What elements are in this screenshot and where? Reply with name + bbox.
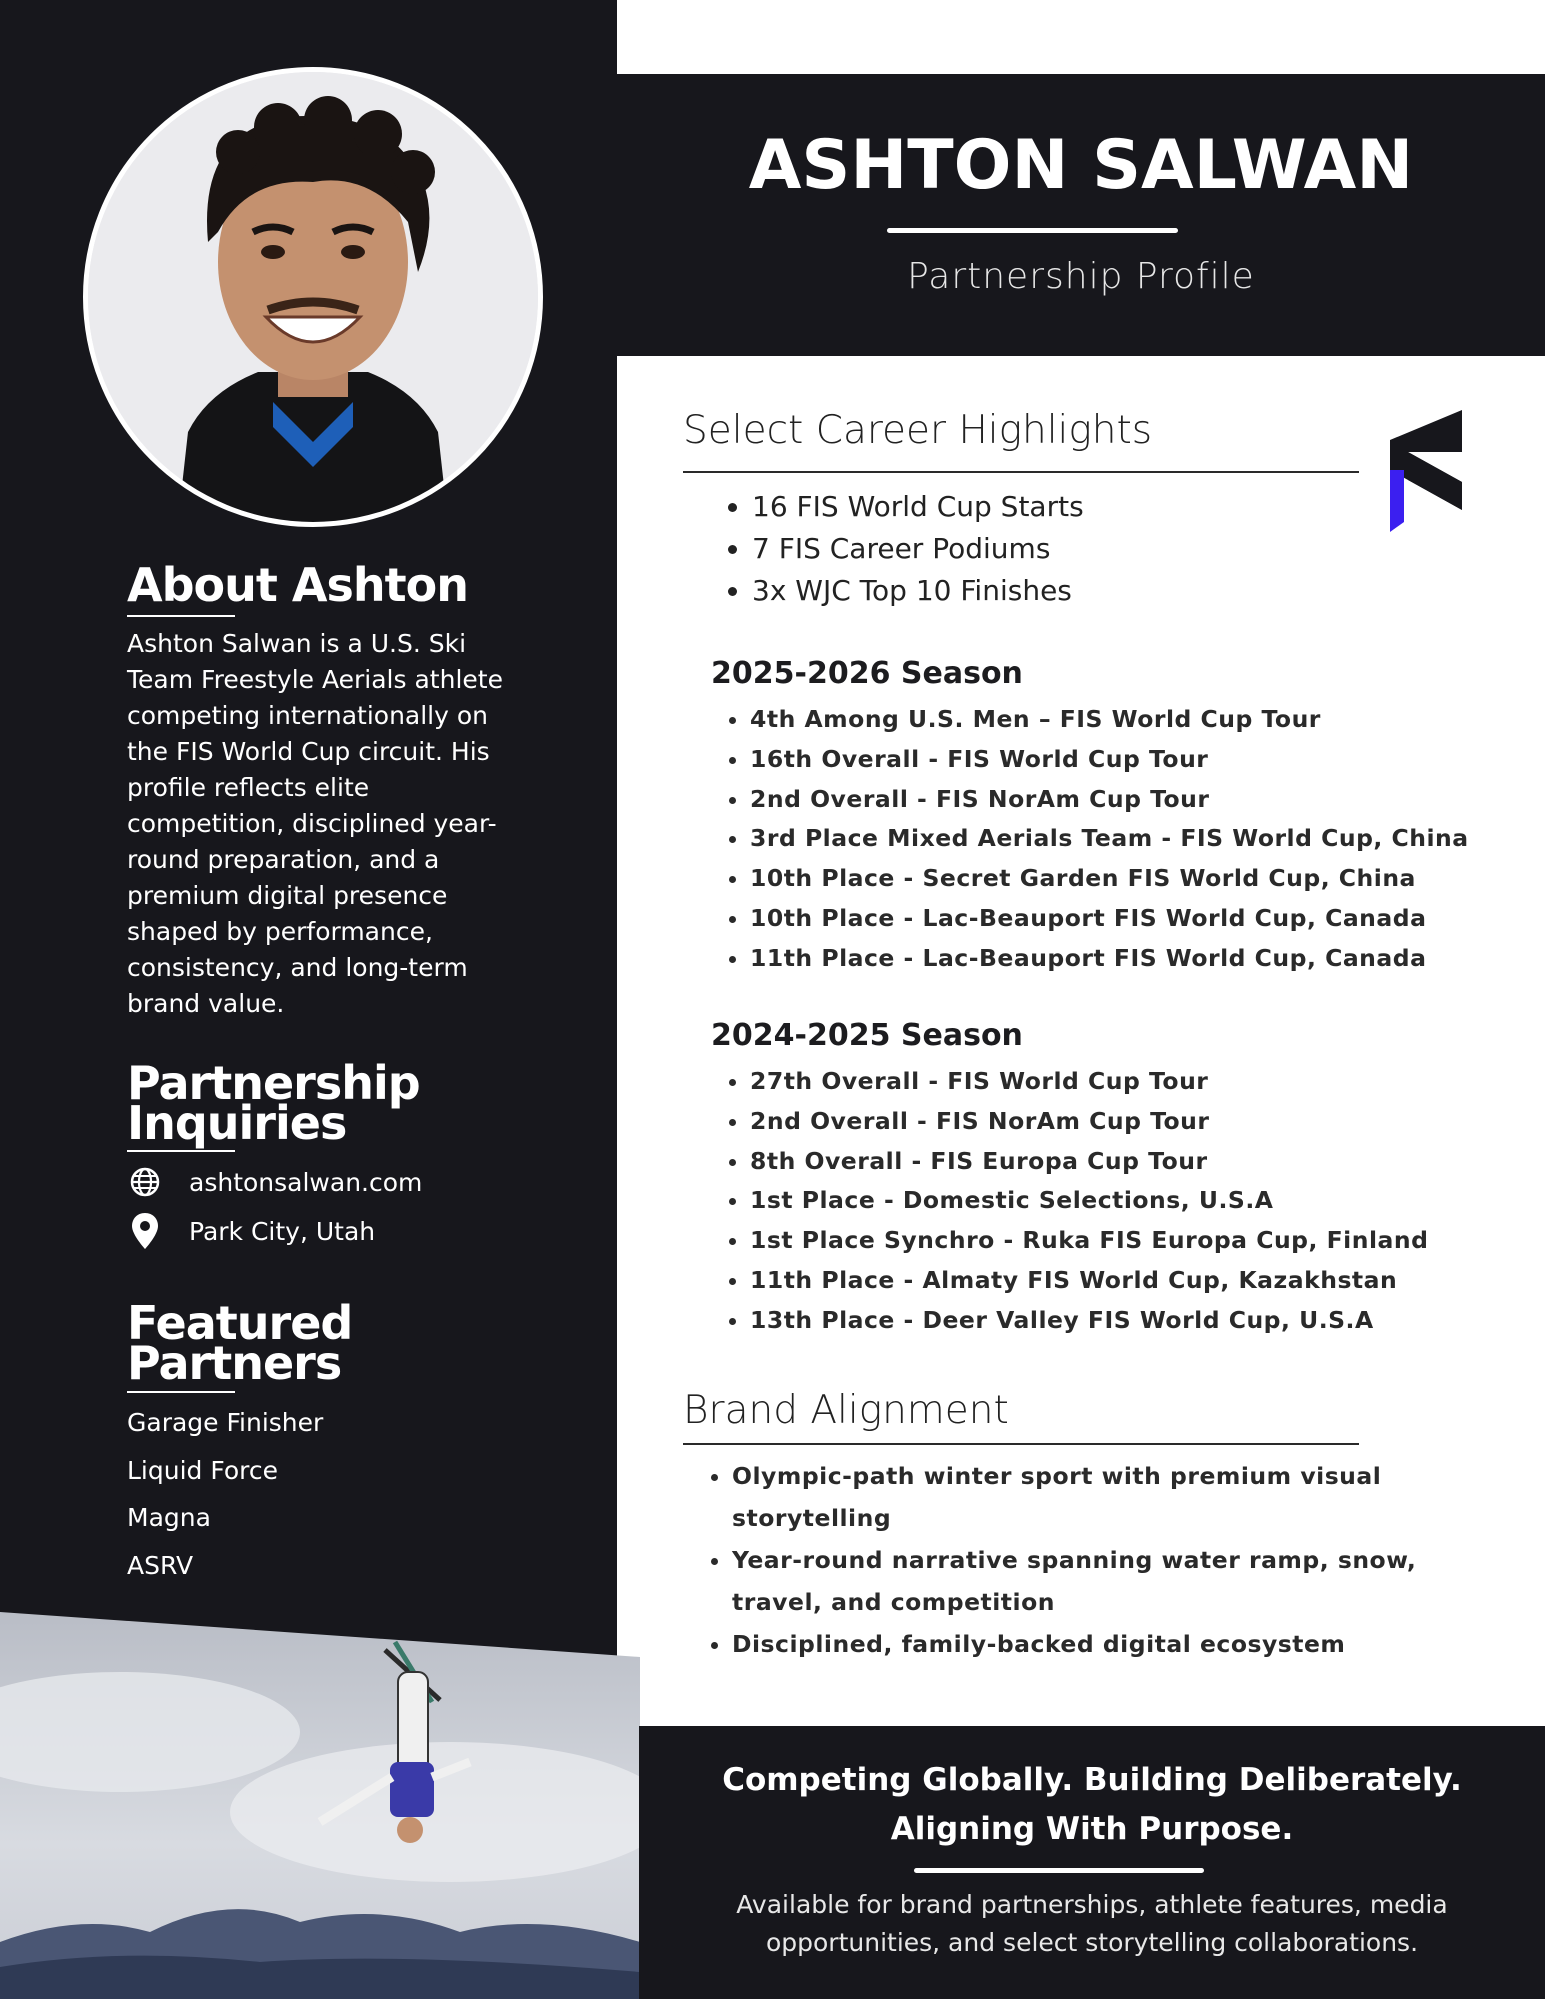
list-item: • 7 FIS Career Podiums bbox=[752, 528, 1084, 570]
list-item: • 8th Overall - FIS Europa Cup Tour bbox=[750, 1142, 1428, 1182]
footer-text: Available for brand partnerships, athlete features, media opportunities, and select storytelling collaborations. bbox=[736, 1890, 1448, 1957]
partners-heading-rule bbox=[127, 1391, 235, 1393]
profile-subtitle: Partnership Profile bbox=[907, 256, 1255, 297]
list-item: • 3rd Place Mixed Aerials Team - FIS World Cup, China bbox=[750, 819, 1469, 859]
about-text: Ashton Salwan is a U.S. Ski Team Freestyle Aerials athlete competing internationally on the FIS World Cup circuit. His profile reflects elite competition, disciplined year-round preparation, and a premium digital presence shaped by performance, consistency, and long-term brand value. bbox=[127, 629, 503, 1018]
list-item: • 27th Overall - FIS World Cup Tour bbox=[750, 1062, 1428, 1102]
athlete-name: ASHTON SALWAN bbox=[748, 126, 1414, 205]
inquiries-heading-line1: Partnership bbox=[127, 1056, 420, 1110]
list-item: • Olympic-path winter sport with premium visual storytelling bbox=[732, 1455, 1452, 1539]
partners-heading-line2: Partners bbox=[127, 1336, 342, 1390]
list-item: • 11th Place - Almaty FIS World Cup, Kazakhstan bbox=[750, 1261, 1428, 1301]
location-text: Park City, Utah bbox=[189, 1216, 376, 1246]
about-heading: About Ashton bbox=[127, 558, 468, 612]
season-2024-title: 2024-2025 Season bbox=[711, 1018, 1023, 1053]
list-item: • 2nd Overall - FIS NorAm Cup Tour bbox=[750, 1102, 1428, 1142]
list-item: • 10th Place - Lac-Beauport FIS World Cup, Canada bbox=[750, 899, 1469, 939]
location-contact bbox=[127, 1213, 375, 1249]
list-item: • Year-round narrative spanning water ramp, snow, travel, and competition bbox=[732, 1539, 1452, 1623]
season-2024-list bbox=[722, 1062, 1428, 1341]
about-heading-rule bbox=[127, 615, 235, 617]
action-photo bbox=[0, 1612, 640, 1999]
list-item: • 11th Place - Lac-Beauport FIS World Cup, Canada bbox=[750, 939, 1469, 979]
inquiries-heading-line2: Inquiries bbox=[127, 1096, 347, 1150]
partners-heading-line1: Featured bbox=[127, 1296, 353, 1350]
brand-list bbox=[702, 1455, 1452, 1665]
inquiries-heading-rule bbox=[127, 1150, 235, 1152]
tagline-line2: Aligning With Purpose. bbox=[890, 1811, 1294, 1847]
list-item: • 4th Among U.S. Men – FIS World Cup Tour bbox=[750, 700, 1469, 740]
brand-logo bbox=[1390, 410, 1466, 532]
highlights-list bbox=[722, 486, 1084, 612]
list-item: • 16 FIS World Cup Starts bbox=[752, 486, 1084, 528]
season-2025-title: 2025-2026 Season bbox=[711, 656, 1023, 691]
partner-item: Garage Finisher bbox=[127, 1408, 324, 1437]
list-item: • 10th Place - Secret Garden FIS World Cup, China bbox=[750, 859, 1469, 899]
tagline bbox=[639, 1756, 1545, 1854]
website-link[interactable]: ashtonsalwan.com bbox=[189, 1167, 423, 1197]
brand-rule bbox=[683, 1443, 1359, 1445]
location-pin-icon bbox=[127, 1213, 163, 1249]
list-item: • 13th Place - Deer Valley FIS World Cup, U.S.A bbox=[750, 1301, 1428, 1341]
highlights-rule bbox=[683, 471, 1359, 473]
header bbox=[617, 74, 1545, 356]
partner-item: Magna bbox=[127, 1503, 211, 1532]
list-item: • 1st Place - Domestic Selections, U.S.A bbox=[750, 1181, 1428, 1221]
website-contact[interactable] bbox=[127, 1164, 422, 1200]
footer-rule bbox=[914, 1868, 1204, 1873]
name-rule bbox=[887, 228, 1178, 233]
aerial-jump-illustration bbox=[0, 1612, 640, 1999]
list-item: • 2nd Overall - FIS NorAm Cup Tour bbox=[750, 780, 1469, 820]
season-2025-list bbox=[722, 700, 1469, 979]
brand-title: Brand Alignment bbox=[683, 1388, 1009, 1433]
list-item: • 16th Overall - FIS World Cup Tour bbox=[750, 740, 1469, 780]
list-item: • Disciplined, family-backed digital ecosystem bbox=[732, 1623, 1452, 1665]
footer bbox=[639, 1726, 1545, 1999]
globe-icon bbox=[127, 1164, 163, 1200]
highlights-title: Select Career Highlights bbox=[683, 408, 1153, 453]
tagline-line1: Competing Globally. Building Deliberately. bbox=[722, 1762, 1462, 1798]
list-item: • 1st Place Synchro - Ruka FIS Europa Cup, Finland bbox=[750, 1221, 1428, 1261]
partner-item: ASRV bbox=[127, 1551, 194, 1580]
list-item: • 3x WJC Top 10 Finishes bbox=[752, 570, 1084, 612]
portrait-illustration bbox=[88, 72, 538, 522]
athlete-portrait bbox=[83, 67, 543, 527]
partner-item: Liquid Force bbox=[127, 1456, 278, 1485]
